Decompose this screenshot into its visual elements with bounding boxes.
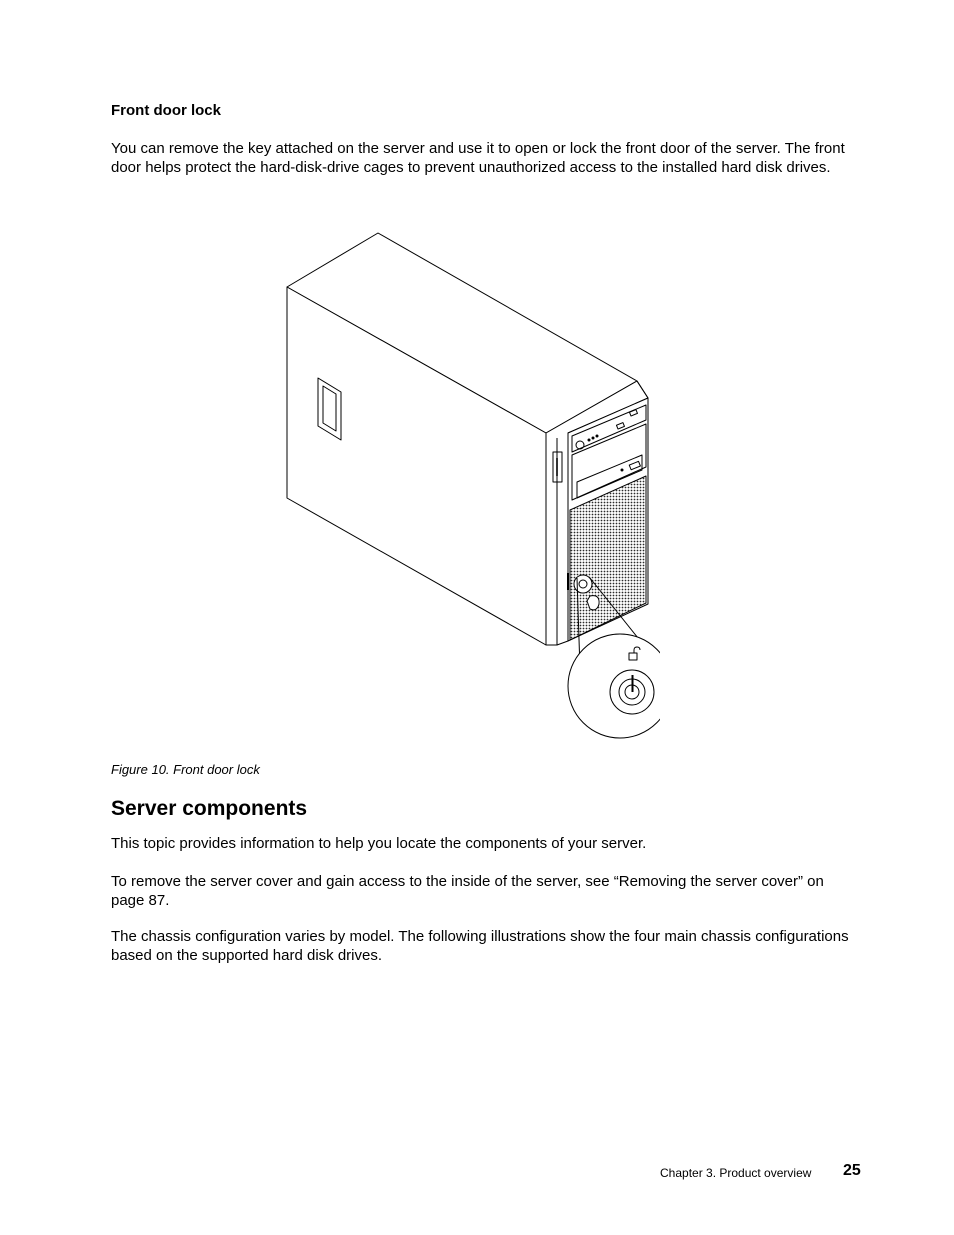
- lock-detail-circle: [568, 634, 660, 738]
- page-number: 25: [843, 1162, 861, 1179]
- components-heading: Server components: [111, 797, 308, 820]
- figure-caption: Figure 10. Front door lock: [111, 762, 260, 777]
- footer-chapter: Chapter 3. Product overview: [660, 1166, 812, 1180]
- front-door-lock-illustration: [280, 228, 660, 740]
- section-paragraph: You can remove the key attached on the server and use it to open or lock the front door of the server. The front door helps protect the hard-disk-drive cages to prevent unauthorized access to the installed hard disk drives.: [111, 140, 845, 176]
- section-heading: Front door lock: [111, 102, 221, 119]
- components-paragraph-cover: To remove the server cover and gain access to the inside of the server, see “Removing the server cover” on page 87.: [111, 873, 824, 909]
- components-paragraph-intro: This topic provides information to help you locate the components of your server.: [111, 835, 647, 852]
- components-paragraph-chassis: The chassis configuration varies by model. The following illustrations show the four main chassis configurations based on the supported hard disk drives.: [111, 928, 849, 964]
